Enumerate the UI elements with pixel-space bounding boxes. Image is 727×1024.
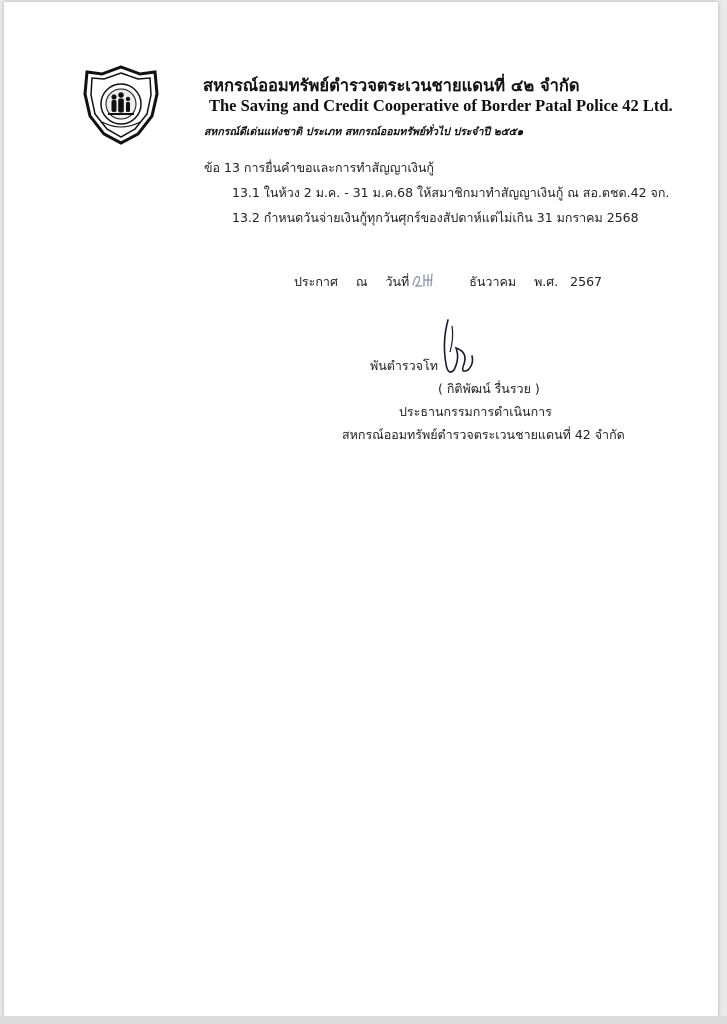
announcement-era: พ.ศ. (534, 274, 559, 289)
announcement-day-label: วันที่ (385, 274, 410, 289)
announcement-month: ธันวาคม (469, 274, 517, 289)
header-title-english: The Saving and Credit Cooperative of Border Patal Police 42 Ltd. (209, 96, 673, 115)
header-subtitle: สหกรณ์ดีเด่นแห่งชาติ ประเภท สหกรณ์ออมทรัพย์ทั่วไป ประจำปี ๒๕๕๑ (204, 126, 524, 138)
announcement-date-line (294, 272, 602, 292)
signer-position: ประธานกรรมการดำเนินการ (399, 404, 552, 419)
announcement-at: ณ (355, 274, 368, 289)
clause-heading: ข้อ 13 การยื่นคำขอและการทำสัญญาเงินกู้ (204, 160, 434, 175)
signer-rank: พันตำรวจโท (370, 358, 438, 373)
handwritten-day-mark (411, 271, 435, 289)
page-bottom-edge (0, 1016, 727, 1024)
signer-name: ( กิติพัฒน์ รื่นรวย ) (438, 381, 540, 396)
clause-item-2: 13.2 กำหนดวันจ่ายเงินกู้ทุกวันศุกร์ของสัปดาห์แต่ไม่เกิน 31 มกราคม 2568 (232, 210, 639, 225)
signer-organization: สหกรณ์ออมทรัพย์ตำรวจตระเวนชายแดนที่ 42 จำกัด (342, 427, 625, 442)
clause-item-1: 13.1 ในห้วง 2 ม.ค. - 31 ม.ค.68 ให้สมาชิกมาทำสัญญาเงินกู้ ณ สอ.ตชด.42 จก. (232, 185, 670, 200)
header-title-thai: สหกรณ์ออมทรัพย์ตำรวจตระเวนชายแดนที่ ๔๒ จำกัด (203, 76, 580, 95)
handwritten-signature (434, 318, 478, 380)
announcement-year: 2567 (570, 274, 602, 289)
announcement-prefix: ประกาศ (294, 274, 338, 289)
cooperative-shield-logo (82, 64, 160, 146)
document-page (4, 2, 718, 1016)
